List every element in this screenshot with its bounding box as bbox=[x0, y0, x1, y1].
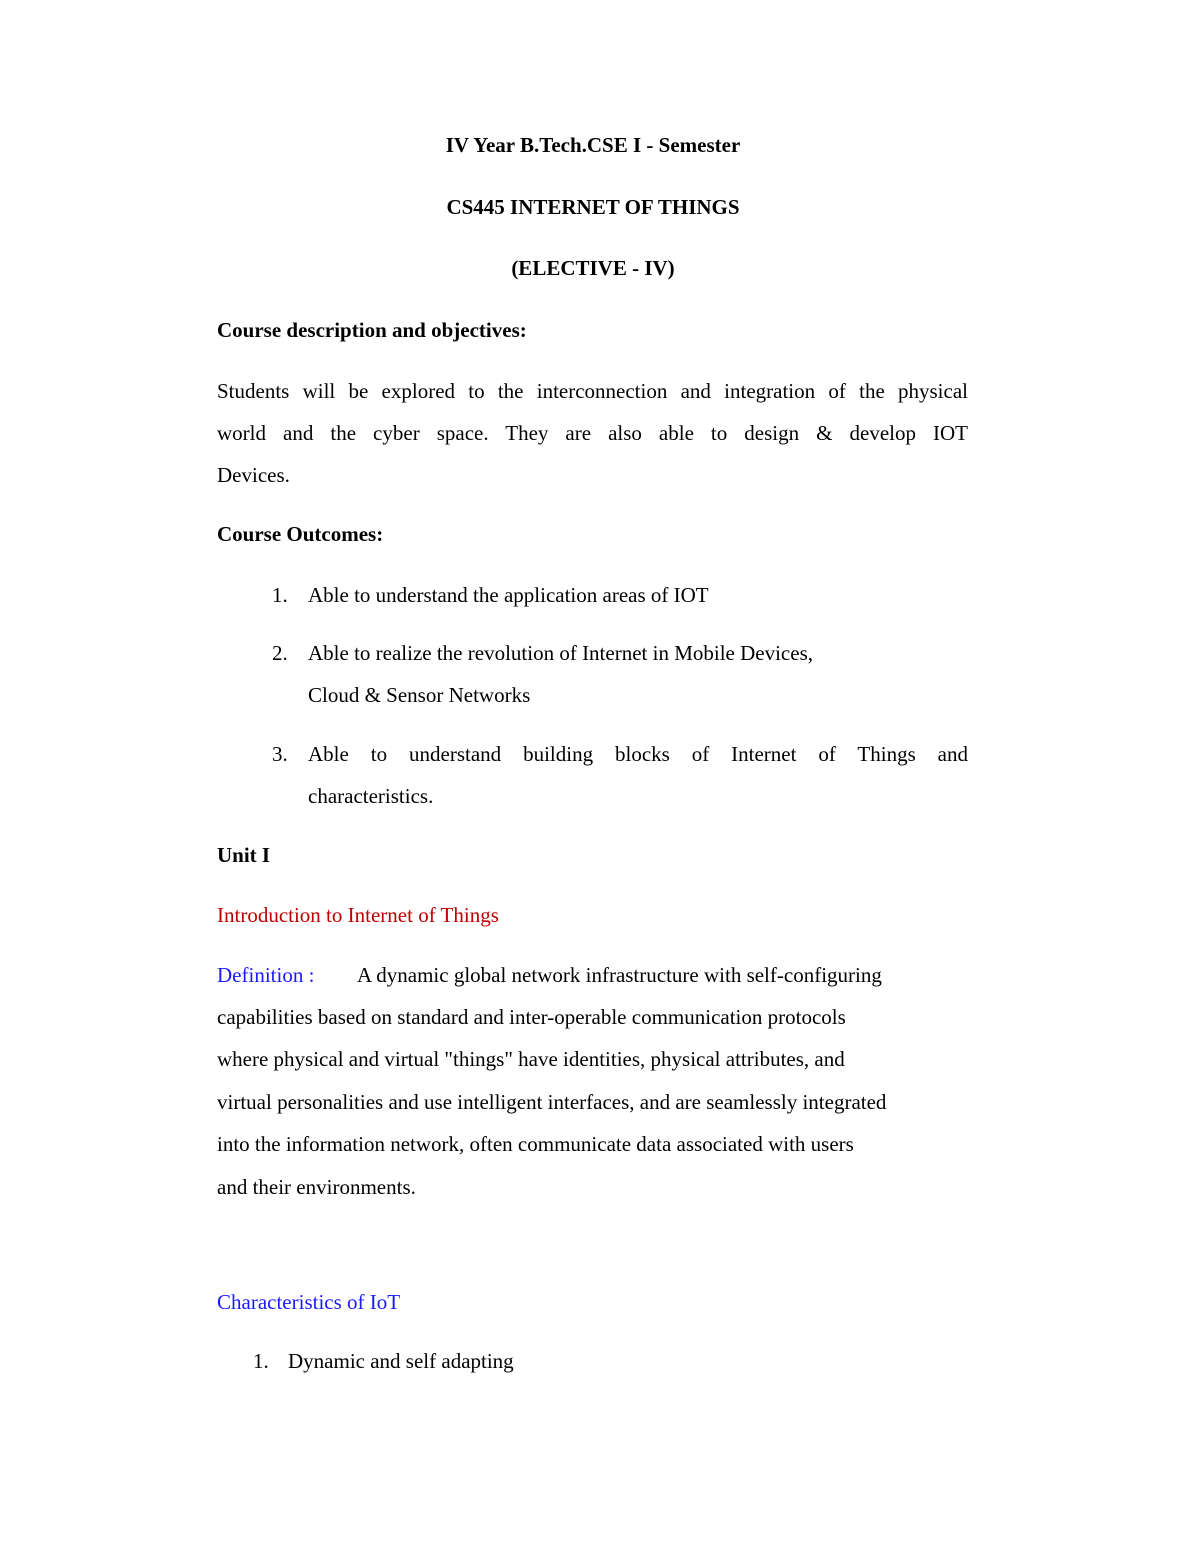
section-title: Introduction to Internet of Things bbox=[217, 903, 499, 927]
characteristic-text: Dynamic and self adapting bbox=[288, 1349, 514, 1373]
outcome-number: 2. bbox=[272, 641, 288, 665]
definition-line: and their environments. bbox=[217, 1175, 416, 1199]
description-line: Devices. bbox=[217, 463, 290, 487]
characteristics-heading: Characteristics of IoT bbox=[217, 1290, 401, 1314]
outcome-number: 3. bbox=[272, 742, 288, 766]
definition-line: where physical and virtual "things" have identities, physical attributes, and bbox=[217, 1047, 845, 1071]
outcome-text: Able to realize the revolution of Internet in Mobile Devices, bbox=[308, 641, 813, 665]
outcome-text: Able to understand building blocks of Internet of Things and bbox=[308, 742, 968, 766]
characteristic-number: 1. bbox=[253, 1349, 269, 1373]
description-heading: Course description and objectives: bbox=[217, 318, 527, 342]
outcome-text: characteristics. bbox=[308, 784, 434, 808]
outcome-text: Able to understand the application areas of IOT bbox=[308, 583, 709, 607]
description-line: Students will be explored to the interconnection and integration of the physical bbox=[217, 379, 968, 403]
definition-line: A dynamic global network infrastructure with self-configuring bbox=[357, 963, 882, 987]
description-line: world and the cyber space. They are also able to design & develop IOT bbox=[217, 421, 968, 445]
course-title: CS445 INTERNET OF THINGS bbox=[446, 195, 740, 219]
outcomes-heading: Course Outcomes: bbox=[217, 522, 384, 546]
definition-line: virtual personalities and use intelligent interfaces, and are seamlessly integrated bbox=[217, 1090, 887, 1114]
definition-line: capabilities based on standard and inter-operable communication protocols bbox=[217, 1005, 846, 1029]
unit-heading: Unit I bbox=[217, 843, 271, 867]
elective-label: (ELECTIVE - IV) bbox=[511, 256, 675, 280]
outcome-number: 1. bbox=[272, 583, 288, 607]
definition-label: Definition : bbox=[217, 963, 315, 987]
outcome-text: Cloud & Sensor Networks bbox=[308, 683, 531, 707]
year-semester-line: IV Year B.Tech.CSE I - Semester bbox=[445, 133, 741, 157]
definition-line: into the information network, often communicate data associated with users bbox=[217, 1132, 854, 1156]
